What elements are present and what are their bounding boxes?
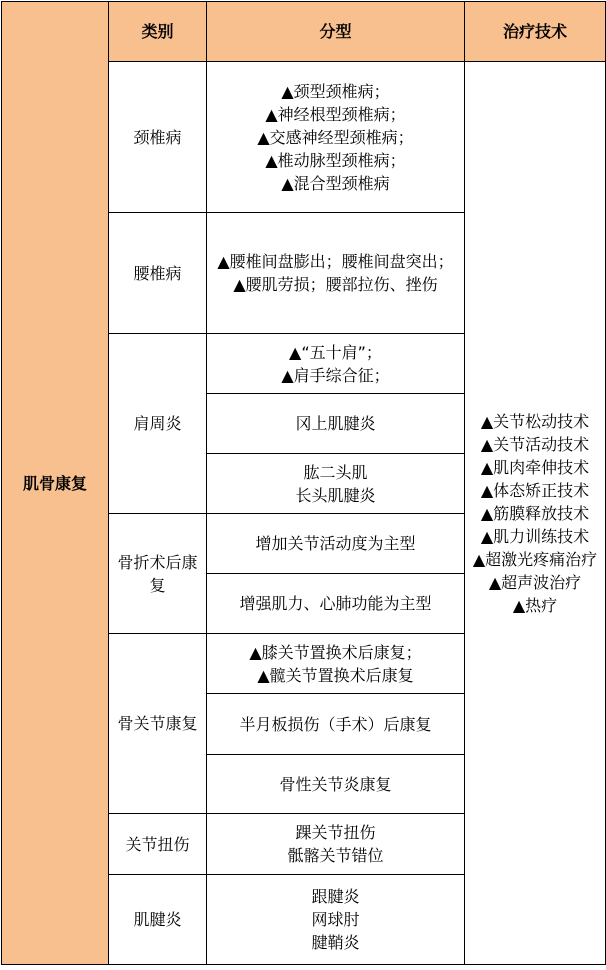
subtype-line: 骶髂关节错位: [287, 846, 384, 865]
subtype-cell: [207, 213, 465, 334]
subtype-line: 增加关节活动度为主型: [255, 534, 416, 553]
category-cell: 肩周炎: [109, 334, 207, 514]
subtype-line: 肱二头肌: [303, 462, 368, 482]
subtype-cell: [207, 514, 465, 574]
category-cell: 关节扭伤: [109, 814, 207, 875]
category-cell: 颈椎病: [109, 62, 207, 213]
subtype-line: 增强肌力、心肺功能为主型: [239, 594, 432, 613]
category-cell: 肌腱炎: [109, 875, 207, 965]
subtype-line: 冈上肌腱炎: [295, 414, 376, 433]
subtype-line: ▲肩手综合征；: [281, 365, 390, 385]
subtype-line: ▲膝关节置换术后康复；: [249, 642, 422, 662]
subtype-line: ▲交感神经型颈椎病；: [257, 127, 414, 147]
technique-item: ▲超声波治疗: [488, 572, 582, 592]
subtype-line: 骨性关节炎康复: [279, 774, 392, 794]
category-cell: 骨折术后康复: [109, 514, 207, 634]
subtype-line: ▲神经根型颈椎病；: [265, 104, 406, 124]
rehab-table: [1, 1, 606, 965]
technique-item: ▲筋膜释放技术: [480, 503, 590, 523]
technique-item: ▲体态矫正技术: [480, 480, 590, 500]
subtype-line: ▲混合型颈椎病: [281, 173, 390, 193]
subtype-line: ▲颈型颈椎病；: [281, 81, 390, 101]
subtype-cell: [207, 394, 465, 454]
subtype-cell: [207, 334, 465, 394]
subtype-cell: [207, 454, 465, 514]
technique-item: ▲肌力训练技术: [480, 526, 590, 546]
header-technique: 治疗技术: [465, 2, 606, 62]
subtype-line: ▲腰肌劳损；腰部拉伤、挫伤: [233, 275, 438, 294]
category-cell: 腰椎病: [109, 213, 207, 334]
subtype-line: ▲髋关节置换术后康复: [257, 665, 414, 685]
subtype-cell: [207, 875, 465, 965]
subtype-line: ▲椎动脉型颈椎病；: [265, 150, 406, 170]
subtype-line: 网球肘: [311, 910, 360, 929]
subtype-cell: [207, 694, 465, 755]
technique-item: ▲热疗: [512, 595, 558, 615]
category-cell: 骨关节康复: [109, 634, 207, 814]
subtype-line: 半月板损伤（手术）后康复: [239, 714, 432, 734]
subtype-line: 腱鞘炎: [311, 933, 360, 952]
subtype-line: ▲腰椎间盘膨出；腰椎间盘突出；: [217, 252, 454, 271]
subtype-line: 踝关节扭伤: [295, 823, 376, 842]
technique-item: ▲关节松动技术: [480, 411, 590, 431]
subtype-line: ▲“五十肩”；: [289, 342, 382, 362]
subtype-line: 长头肌腱炎: [295, 485, 376, 505]
subtype-cell: [207, 755, 465, 814]
subtype-cell: [207, 62, 465, 213]
domain-label: 肌骨康复: [2, 2, 109, 965]
header-category: 类别: [109, 2, 207, 62]
technique-cell: [465, 62, 606, 965]
technique-item: ▲超激光疼痛治疗: [472, 549, 598, 569]
subtype-cell: [207, 814, 465, 875]
technique-item: ▲关节活动技术: [480, 434, 590, 454]
technique-item: ▲肌肉牵伸技术: [480, 457, 590, 477]
subtype-cell: [207, 634, 465, 694]
header-subtype: 分型: [207, 2, 465, 62]
subtype-line: 跟腱炎: [311, 887, 360, 906]
header-row: [2, 2, 606, 62]
subtype-cell: [207, 574, 465, 634]
